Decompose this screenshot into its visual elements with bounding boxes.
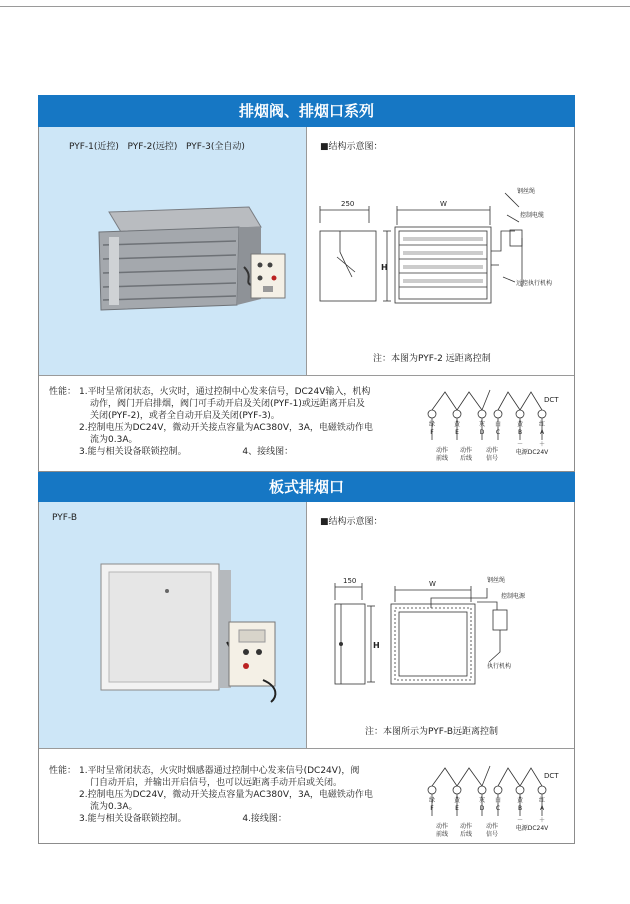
wiring2-letter-1: F: [430, 805, 434, 812]
section2-feature-1b: 门自动开启，并输出开启信号，也可以远距离手动开启或关闭。: [90, 778, 343, 788]
section1-feature-3: 3.能与相关设备联锁控制。: [79, 447, 187, 457]
section2-diagram-heading: ■结构示意图：: [320, 517, 383, 527]
section2-feature-3: 3.能与相关设备联锁控制。: [79, 814, 187, 824]
section2-models: PYF-B: [52, 513, 78, 523]
wiring2-letter-4: C: [495, 805, 501, 812]
section2-feature-2: 2.控制电压为DC24V，微动开关接点容量为AC380V，3A，电磁铁动作电: [79, 790, 373, 800]
wiring1-color-6: 红: [538, 421, 546, 428]
section2-dim-left: 150: [343, 577, 357, 585]
section2-callout-2: 控制电源: [501, 593, 526, 600]
section1-wiring-diagram: [420, 380, 580, 470]
section2-wiring-label: 4.接线图：: [242, 814, 287, 824]
wiring2-color-1: 绿: [428, 797, 436, 804]
smoke-damper-photo: [39, 127, 306, 375]
section2-dim-h: H: [373, 641, 380, 650]
section2-features-label: 性能：: [49, 766, 77, 776]
wiring2-group-2: 动作后线: [460, 823, 473, 838]
section1-models: PYF-1(近控) PYF-2(远控) PYF-3(全自动): [69, 142, 245, 152]
wiring1-group-2: 动作后线: [460, 447, 473, 462]
wiring2-power: 电源DC24V: [515, 825, 549, 832]
wiring1-plus: ＋: [538, 441, 546, 448]
section1-diagram-panel: [307, 127, 574, 375]
section1-structure-diagram: [307, 127, 574, 375]
wiring1-group-3: 动作信号: [486, 447, 499, 462]
section1-dim-h: H: [381, 263, 388, 272]
section2-structure-diagram: [307, 502, 574, 748]
section2-wiring-diagram: [420, 756, 580, 846]
section2-photo-panel: [39, 502, 306, 748]
wiring2-color-6: 红: [538, 797, 546, 804]
section2-callout-3: 执行机构: [487, 663, 512, 670]
section2-rule: [39, 748, 574, 749]
wiring2-minus: －: [516, 817, 524, 824]
section1-feature-1c: 关闭(PYF-2)，或者全自动开启及关闭(PYF-3)。: [90, 411, 280, 421]
section1-feature-2: 2.控制电压为DC24V，微动开关接点容量为AC380V，3A，电磁铁动作电: [79, 423, 373, 433]
section1-diagram-heading: ■结构示意图：: [320, 142, 383, 152]
section1-feature-1b: 动作，阀门开启排烟，阀门可手动开启及关闭(PYF-1)或远距离开启及: [90, 399, 365, 409]
wiring1-color-3: 灰: [478, 421, 486, 428]
wiring2-color-2: 黄: [453, 797, 461, 804]
wiring1-letter-6: A: [539, 429, 545, 436]
plate-smoke-outlet-photo: [39, 502, 306, 748]
section2-callout-1: 钢丝绳: [487, 577, 506, 584]
top-rule: [0, 6, 630, 7]
section2-title: 板式排烟口: [38, 472, 575, 502]
wiring2-group-1: 动作前线: [436, 823, 449, 838]
wiring1-dct: DCT: [544, 396, 559, 404]
wiring2-color-5: 黄: [516, 797, 524, 804]
wiring2-letter-6: A: [539, 805, 545, 812]
wiring2-letter-5: B: [517, 805, 523, 812]
wiring1-letter-4: C: [495, 429, 501, 436]
section2-diagram-panel: [307, 502, 574, 748]
section1-feature-1: 1.平时呈常闭状态，火灾时，通过控制中心发来信号，DC24V输入，机构: [79, 387, 371, 397]
section2-feature-1: 1.平时呈常闭状态，火灾时烟感器通过控制中心发来信号(DC24V)，阀: [79, 766, 360, 776]
section1-note: 注：本图为PYF-2 远距离控制: [373, 354, 491, 364]
wiring1-minus: －: [516, 441, 524, 448]
wiring2-letter-3: D: [479, 805, 485, 812]
section1-rule: [39, 375, 574, 376]
wiring2-plus: ＋: [538, 817, 546, 824]
wiring2-color-4: 白: [494, 797, 502, 804]
section1-wiring-label: 4、接线图：: [242, 447, 294, 457]
wiring2-dct: DCT: [544, 772, 559, 780]
section2-feature-2b: 流为0.3A。: [90, 802, 138, 812]
wiring1-letter-2: E: [455, 429, 459, 436]
wiring1-color-4: 白: [494, 421, 502, 428]
section1-features-label: 性能：: [49, 387, 77, 397]
section1-callout-3: 远控执行机构: [516, 280, 553, 287]
wiring2-letter-2: E: [455, 805, 459, 812]
section1-title: 排烟阀、排烟口系列: [38, 95, 575, 127]
section2-dim-w: W: [429, 580, 436, 588]
wiring1-letter-3: D: [479, 429, 485, 436]
wiring1-power: 电源DC24V: [515, 449, 549, 456]
wiring2-color-3: 灰: [478, 797, 486, 804]
section1-feature-2b: 流为0.3A。: [90, 435, 138, 445]
section1-callout-1: 钢丝绳: [517, 188, 536, 195]
wiring1-color-2: 黄: [453, 421, 461, 428]
wiring1-color-5: 黄: [516, 421, 524, 428]
section2-note: 注：本图所示为PYF-B远距离控制: [365, 727, 499, 737]
section1-callout-2: 控制电缆: [520, 212, 545, 219]
wiring1-color-1: 绿: [428, 421, 436, 428]
section1-dim-w: W: [440, 200, 447, 208]
wiring1-letter-5: B: [517, 429, 523, 436]
wiring1-letter-1: F: [430, 429, 434, 436]
wiring2-group-3: 动作信号: [486, 823, 499, 838]
section1-dim-left: 250: [341, 200, 355, 208]
section1-photo-panel: [39, 127, 306, 375]
wiring1-group-1: 动作前线: [436, 447, 449, 462]
